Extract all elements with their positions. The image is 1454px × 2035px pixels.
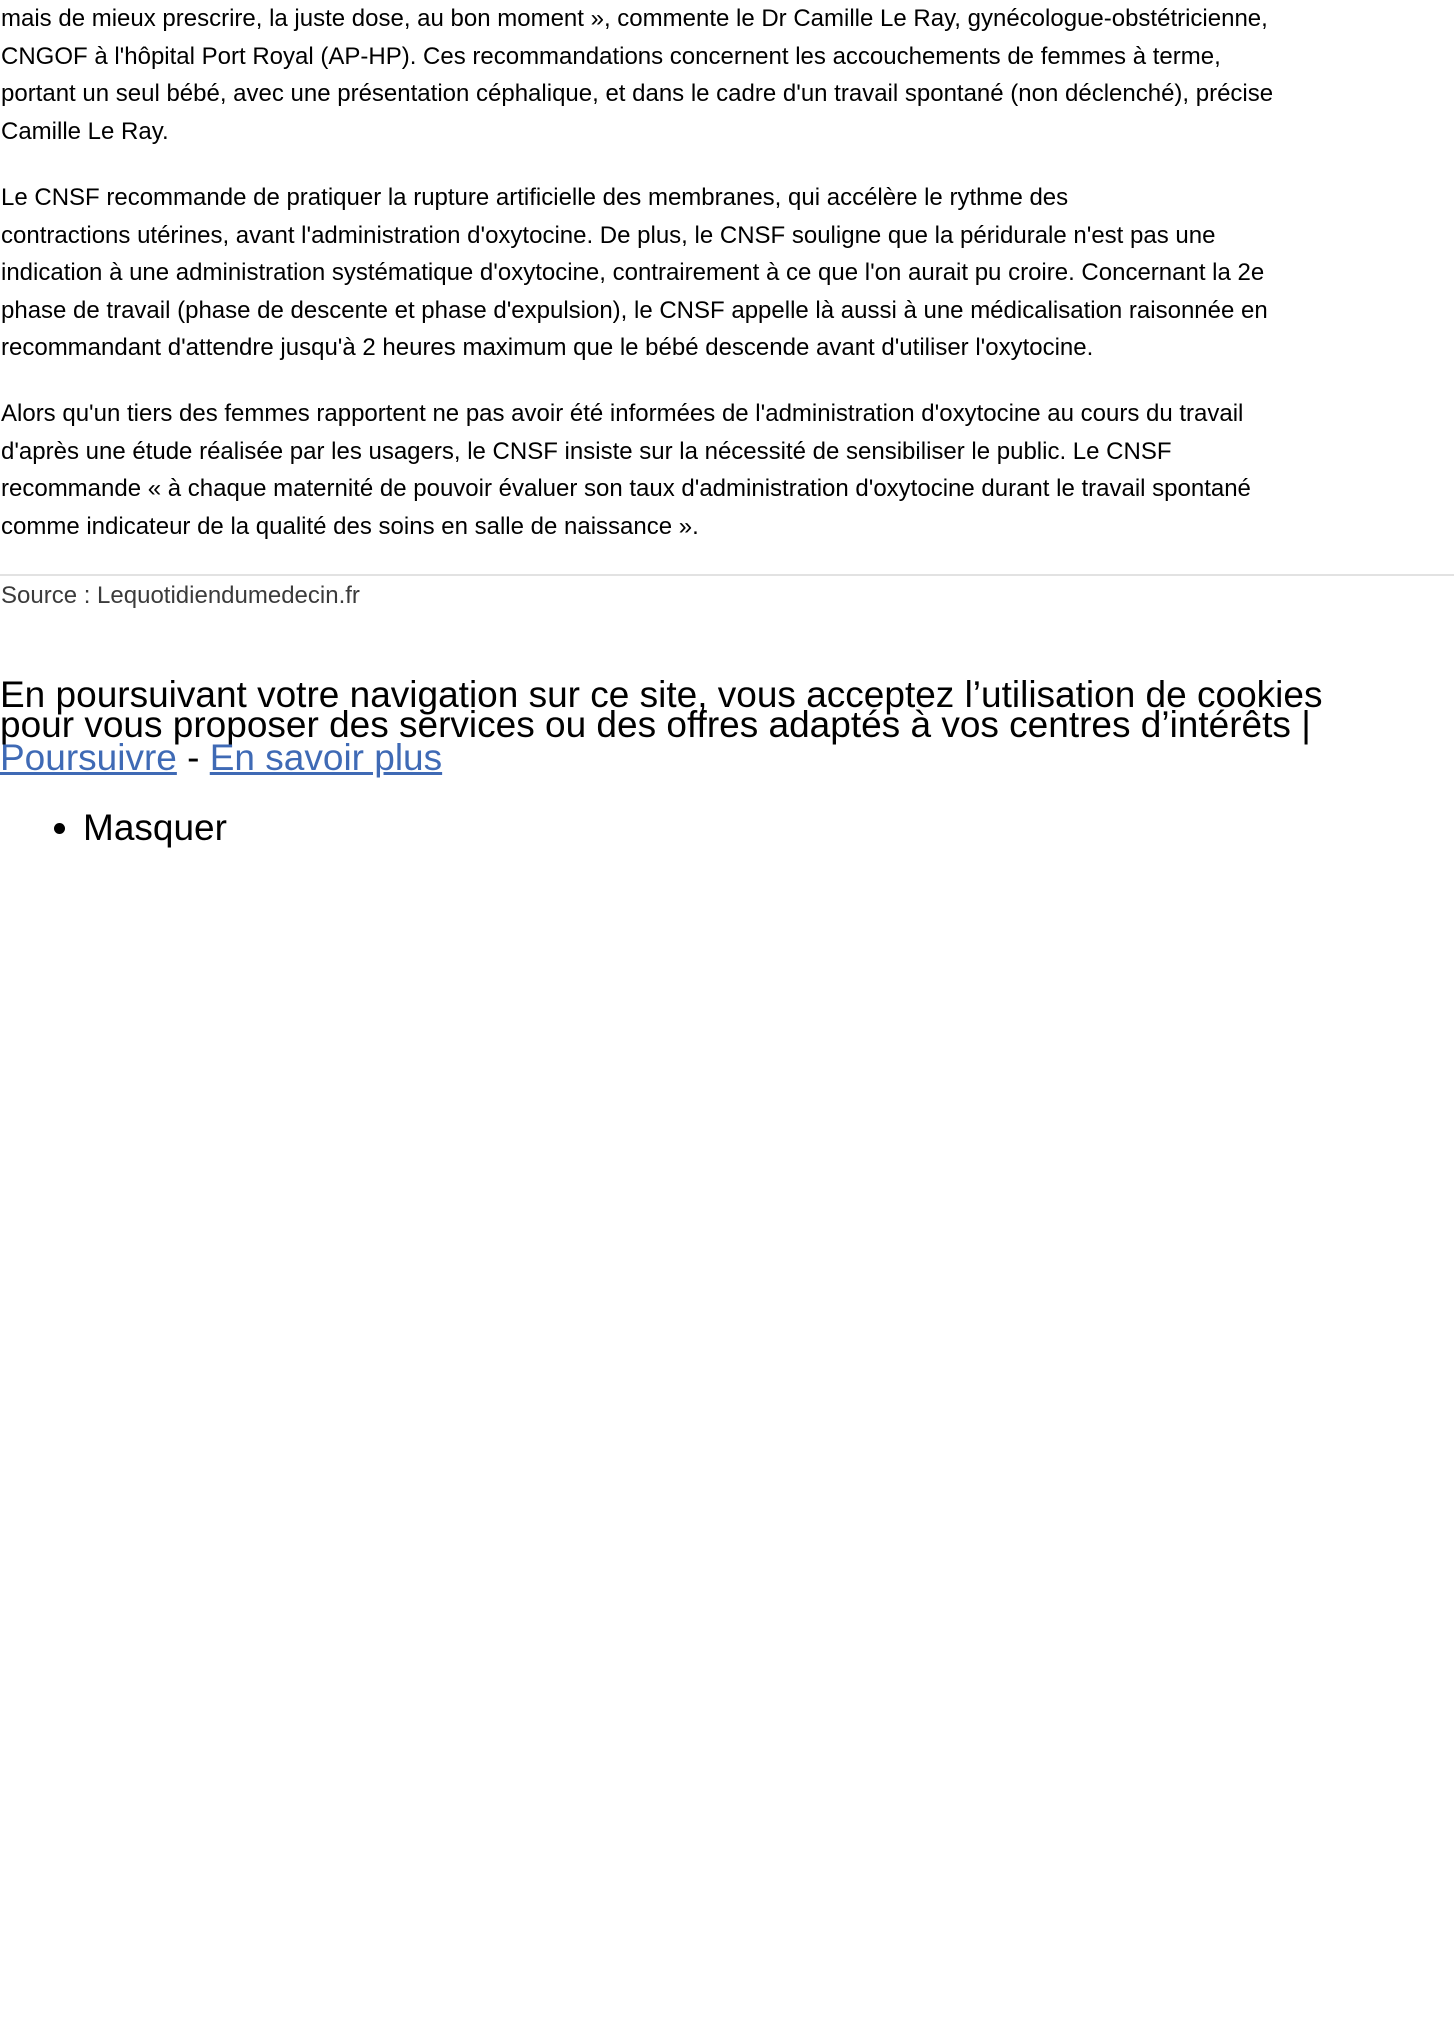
paragraph-line: Camille Le Ray. — [1, 117, 169, 145]
link-separator: - — [187, 737, 210, 778]
article-paragraph-3 — [1, 395, 1251, 545]
article-paragraph-1 — [1, 0, 1273, 150]
paragraph-line: contractions utérines, avant l'administration d'oxytocine. De plus, le CNSF souligne que la péridurale n'est pas une — [1, 221, 1216, 249]
paragraph-line: comme indicateur de la qualité des soins en salle de naissance ». — [1, 512, 699, 540]
source-divider — [0, 574, 1454, 576]
paragraph-line: Le CNSF recommande de pratiquer la rupture artificielle des membranes, qui accélère le rythme des — [1, 184, 1069, 211]
paragraph-line: recommande « à chaque maternité de pouvoir évaluer son taux d'administration d'oxytocine durant le travail spontané — [1, 475, 1251, 503]
cookie-actions-list — [0, 806, 1454, 850]
cookie-message-line: pour vous proposer des services ou des offres adaptés à vos centres d’intérêts | — [0, 704, 1311, 745]
paragraph-line: recommandant d'attendre jusqu'à 2 heures maximum que le bébé descende avant d'utiliser l'oxytocine. — [1, 334, 1094, 362]
hide-banner-item[interactable]: • Masquer — [83, 806, 1454, 850]
cookie-message-line: En poursuivant votre navigation sur ce site, vous acceptez l’utilisation de cookies — [0, 674, 1323, 715]
learn-more-link[interactable]: En savoir plus — [209, 737, 443, 778]
paragraph-line: phase de travail (phase de descente et phase d'expulsion), le CNSF appelle là aussi à une médicalisation raisonnée en — [1, 296, 1268, 324]
cookie-message — [0, 674, 1454, 745]
paragraph-line: mais de mieux prescrire, la juste dose, au bon moment », commente le Dr Camille Le Ray, gynécologue-obstétricienne, — [1, 5, 1268, 32]
article-paragraph-2 — [1, 179, 1268, 367]
paragraph-line: CNGOF à l'hôpital Port Royal (AP-HP). Ces recommandations concernent les accouchements de femmes à terme, — [1, 42, 1221, 70]
article-source: Source : Lequotidiendumedecin.fr — [1, 582, 360, 609]
paragraph-line: indication à une administration systématique d'oxytocine, contrairement à ce que l'on aurait pu croire. Concernant la 2e — [1, 259, 1265, 287]
paragraph-line: Alors qu'un tiers des femmes rapportent ne pas avoir été informées de l'administration d'oxytocine au cours du travail — [1, 400, 1244, 427]
paragraph-line: d'après une étude réalisée par les usagers, le CNSF insiste sur la nécessité de sensibiliser le public. Le CNSF — [1, 437, 1172, 465]
accept-cookies-link[interactable]: Poursuivre — [0, 737, 177, 778]
cookie-banner — [0, 674, 1454, 850]
paragraph-line: portant un seul bébé, avec une présentation céphalique, et dans le cadre d'un travail spontané (non déclenché), précise — [1, 80, 1274, 108]
